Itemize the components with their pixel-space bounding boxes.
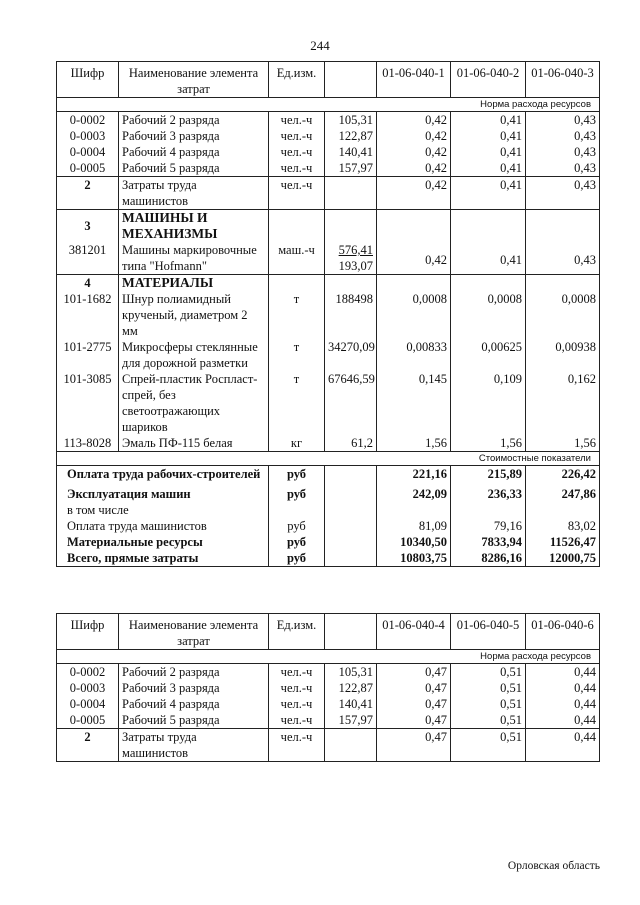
cost-unit: руб xyxy=(269,482,325,502)
cost-row xyxy=(57,466,600,483)
cell-code: 0-0002 xyxy=(57,664,119,681)
cell-value: 0,44 xyxy=(526,729,600,762)
table-row xyxy=(57,712,600,729)
cell-value: 0,00625 xyxy=(451,339,526,371)
section-row-machines xyxy=(57,210,600,243)
cell-code: 2 xyxy=(57,177,119,210)
subheader-row xyxy=(57,98,600,112)
cell-price: 34270,09 xyxy=(325,339,377,371)
cell-name: Рабочий 4 разряда xyxy=(119,144,269,160)
header-col-5: 01-06-040-5 xyxy=(451,614,526,650)
cell-value: 0,145 xyxy=(377,371,451,435)
cost-value: 236,33 xyxy=(451,482,526,502)
cell-price xyxy=(325,177,377,210)
cell-name: Рабочий 3 разряда xyxy=(119,128,269,144)
section-code: 3 xyxy=(57,210,119,243)
material-row xyxy=(57,371,600,435)
header-col-3: 01-06-040-3 xyxy=(526,62,600,98)
cell-unit: чел.-ч xyxy=(269,128,325,144)
cell-value: 0,47 xyxy=(377,712,451,729)
cell-code: 113-8028 xyxy=(57,435,119,452)
cell-name: Рабочий 5 разряда xyxy=(119,712,269,729)
cell-value: 0,41 xyxy=(451,128,526,144)
cost-row xyxy=(57,534,600,550)
cell-value: 0,42 xyxy=(377,112,451,129)
material-row xyxy=(57,291,600,339)
cell-code: 101-1682 xyxy=(57,291,119,339)
cell-unit: чел.-ч xyxy=(269,712,325,729)
cell-value: 0,42 xyxy=(377,242,451,275)
page-number: 244 xyxy=(310,38,330,53)
cost-value: 11526,47 xyxy=(526,534,600,550)
cell-unit: чел.-ч xyxy=(269,177,325,210)
cost-unit: руб xyxy=(269,518,325,534)
cell-value: 0,43 xyxy=(526,177,600,210)
cell-value: 0,44 xyxy=(526,696,600,712)
cost-value: 8286,16 xyxy=(451,550,526,567)
subheader-row xyxy=(57,452,600,466)
labor-row xyxy=(57,177,600,210)
subheader-row xyxy=(57,650,600,664)
price-bottom: 193,07 xyxy=(338,259,373,273)
labor-row xyxy=(57,729,600,762)
cost-name: Оплата труда машинистов xyxy=(57,518,269,534)
table-row xyxy=(57,144,600,160)
cell-value: 0,41 xyxy=(451,112,526,129)
cell-price: 105,31 xyxy=(325,664,377,681)
cell-value: 0,47 xyxy=(377,696,451,712)
material-row xyxy=(57,339,600,371)
cell-value: 0,00833 xyxy=(377,339,451,371)
cost-value: 226,42 xyxy=(526,466,600,483)
cell-price: 105,31 xyxy=(325,112,377,129)
cost-value: 242,09 xyxy=(377,482,451,502)
cost-row xyxy=(57,502,600,518)
cell-price: 122,87 xyxy=(325,680,377,696)
cell-price: 122,87 xyxy=(325,128,377,144)
cell-unit: т xyxy=(269,371,325,435)
cell-value: 0,42 xyxy=(377,144,451,160)
cell-value: 0,43 xyxy=(526,144,600,160)
cell-code: 0-0004 xyxy=(57,144,119,160)
cell-value: 0,43 xyxy=(526,128,600,144)
cell-unit: т xyxy=(269,291,325,339)
cell-value: 0,47 xyxy=(377,680,451,696)
cell-value: 0,41 xyxy=(451,242,526,275)
cost-value: 83,02 xyxy=(526,518,600,534)
header-code: Шифр xyxy=(57,62,119,98)
cell-name: Шнур полиамидный крученый, диаметром 2 мм xyxy=(119,291,269,339)
table-header-row xyxy=(57,62,600,98)
cost-value: 79,16 xyxy=(451,518,526,534)
cost-unit: руб xyxy=(269,466,325,483)
header-name: Наименование элемента затрат xyxy=(119,614,269,650)
table-row xyxy=(57,128,600,144)
header-col-1: 01-06-040-1 xyxy=(377,62,451,98)
cell-unit: маш.-ч xyxy=(269,242,325,275)
cell-unit: чел.-ч xyxy=(269,680,325,696)
cell-value: 0,51 xyxy=(451,712,526,729)
section-code: 4 xyxy=(57,275,119,292)
cell-code: 2 xyxy=(57,729,119,762)
cost-value: 81,09 xyxy=(377,518,451,534)
cost-value: 7833,94 xyxy=(451,534,526,550)
cell-value: 0,43 xyxy=(526,112,600,129)
cell-price: 67646,59 xyxy=(325,371,377,435)
cell-value: 0,51 xyxy=(451,664,526,681)
cell-value: 0,0008 xyxy=(526,291,600,339)
cell-name: Затраты труда машинистов xyxy=(119,729,269,762)
cell-value: 0,44 xyxy=(526,664,600,681)
material-row xyxy=(57,435,600,452)
table-row xyxy=(57,680,600,696)
cost-name: Всего, прямые затраты xyxy=(57,550,269,567)
cell-value: 0,47 xyxy=(377,729,451,762)
header-col-2: 01-06-040-2 xyxy=(451,62,526,98)
cost-value: 247,86 xyxy=(526,482,600,502)
cell-value: 0,42 xyxy=(377,160,451,177)
cell-unit: т xyxy=(269,339,325,371)
cost-row xyxy=(57,518,600,534)
cell-unit: чел.-ч xyxy=(269,664,325,681)
cell-value: 0,41 xyxy=(451,160,526,177)
cost-value: 12000,75 xyxy=(526,550,600,567)
cost-row xyxy=(57,482,600,502)
cell-price: 61,2 xyxy=(325,435,377,452)
cell-name: Рабочий 2 разряда xyxy=(119,664,269,681)
price-top: 576,41 xyxy=(338,243,373,257)
cell-name: Машины маркировочные типа "Hofmann" xyxy=(119,242,269,275)
header-name: Наименование элемента затрат xyxy=(119,62,269,98)
cell-code: 0-0003 xyxy=(57,128,119,144)
header-price xyxy=(325,614,377,650)
cell-name: Затраты труда машинистов xyxy=(119,177,269,210)
cell-price: 188498 xyxy=(325,291,377,339)
cell-name: Рабочий 3 разряда xyxy=(119,680,269,696)
norms-subheader: Норма расхода ресурсов xyxy=(57,98,600,112)
cell-name: Рабочий 4 разряда xyxy=(119,696,269,712)
header-unit: Ед.изм. xyxy=(269,614,325,650)
norms-subheader: Норма расхода ресурсов xyxy=(57,650,600,664)
cell-code: 381201 xyxy=(57,242,119,275)
cell-code: 0-0005 xyxy=(57,712,119,729)
table-row xyxy=(57,160,600,177)
cell-value: 0,42 xyxy=(377,128,451,144)
cell-value: 0,0008 xyxy=(377,291,451,339)
total-row xyxy=(57,550,600,567)
cost-note: в том числе xyxy=(57,502,269,518)
cell-value: 1,56 xyxy=(377,435,451,452)
cell-code: 101-2775 xyxy=(57,339,119,371)
cost-value: 215,89 xyxy=(451,466,526,483)
cell-unit: чел.-ч xyxy=(269,696,325,712)
machine-row xyxy=(57,242,600,275)
footer-region: Орловская область xyxy=(507,860,600,872)
cell-value: 0,44 xyxy=(526,712,600,729)
cell-price xyxy=(325,729,377,762)
cell-unit: чел.-ч xyxy=(269,160,325,177)
table-row xyxy=(57,112,600,129)
cell-name: Микросферы стеклянные для дорожной разметки xyxy=(119,339,269,371)
cell-value: 0,47 xyxy=(377,664,451,681)
header-col-6: 01-06-040-6 xyxy=(526,614,600,650)
cell-price xyxy=(325,242,377,275)
cell-value: 0,109 xyxy=(451,371,526,435)
header-price xyxy=(325,62,377,98)
cell-name: Рабочий 5 разряда xyxy=(119,160,269,177)
section-title: МАТЕРИАЛЫ xyxy=(119,275,269,292)
cell-value: 0,00938 xyxy=(526,339,600,371)
section-title: МАШИНЫ И МЕХАНИЗМЫ xyxy=(119,210,269,243)
table-row xyxy=(57,664,600,681)
cell-code: 101-3085 xyxy=(57,371,119,435)
cell-unit: чел.-ч xyxy=(269,144,325,160)
cell-value: 0,41 xyxy=(451,177,526,210)
cost-value: 221,16 xyxy=(377,466,451,483)
table-header-row xyxy=(57,614,600,650)
cell-unit: кг xyxy=(269,435,325,452)
header-code: Шифр xyxy=(57,614,119,650)
cost-unit: руб xyxy=(269,534,325,550)
cell-name: Спрей-пластик Роспласт-спрей, без светоотражающих шариков xyxy=(119,371,269,435)
cell-value: 0,51 xyxy=(451,696,526,712)
cell-code: 0-0003 xyxy=(57,680,119,696)
cell-value: 0,51 xyxy=(451,729,526,762)
header-unit: Ед.изм. xyxy=(269,62,325,98)
cost-value: 10803,75 xyxy=(377,550,451,567)
cell-value: 0,41 xyxy=(451,144,526,160)
cell-code: 0-0002 xyxy=(57,112,119,129)
cell-value: 1,56 xyxy=(526,435,600,452)
cell-value: 0,162 xyxy=(526,371,600,435)
cell-price: 157,97 xyxy=(325,712,377,729)
cell-unit: чел.-ч xyxy=(269,729,325,762)
cell-name: Эмаль ПФ-115 белая xyxy=(119,435,269,452)
cell-value: 0,44 xyxy=(526,680,600,696)
cell-value: 1,56 xyxy=(451,435,526,452)
costs-subheader: Стоимостные показатели xyxy=(57,452,600,466)
cell-value: 0,42 xyxy=(377,177,451,210)
cell-name: Рабочий 2 разряда xyxy=(119,112,269,129)
cell-value: 0,43 xyxy=(526,242,600,275)
cell-price: 140,41 xyxy=(325,696,377,712)
resource-table-1 xyxy=(56,61,600,567)
cell-value: 0,51 xyxy=(451,680,526,696)
cell-value: 0,43 xyxy=(526,160,600,177)
resource-table-2 xyxy=(56,613,600,762)
section-row-materials xyxy=(57,275,600,292)
table-row xyxy=(57,696,600,712)
cell-code: 0-0004 xyxy=(57,696,119,712)
cost-value: 10340,50 xyxy=(377,534,451,550)
cost-name: Эксплуатация машин xyxy=(57,482,269,502)
cell-price: 140,41 xyxy=(325,144,377,160)
header-col-4: 01-06-040-4 xyxy=(377,614,451,650)
cell-value: 0,0008 xyxy=(451,291,526,339)
cell-price: 157,97 xyxy=(325,160,377,177)
cost-name: Оплата труда рабочих-строителей xyxy=(57,466,269,483)
cost-unit: руб xyxy=(269,550,325,567)
cost-name: Материальные ресурсы xyxy=(57,534,269,550)
cell-code: 0-0005 xyxy=(57,160,119,177)
cell-unit: чел.-ч xyxy=(269,112,325,129)
